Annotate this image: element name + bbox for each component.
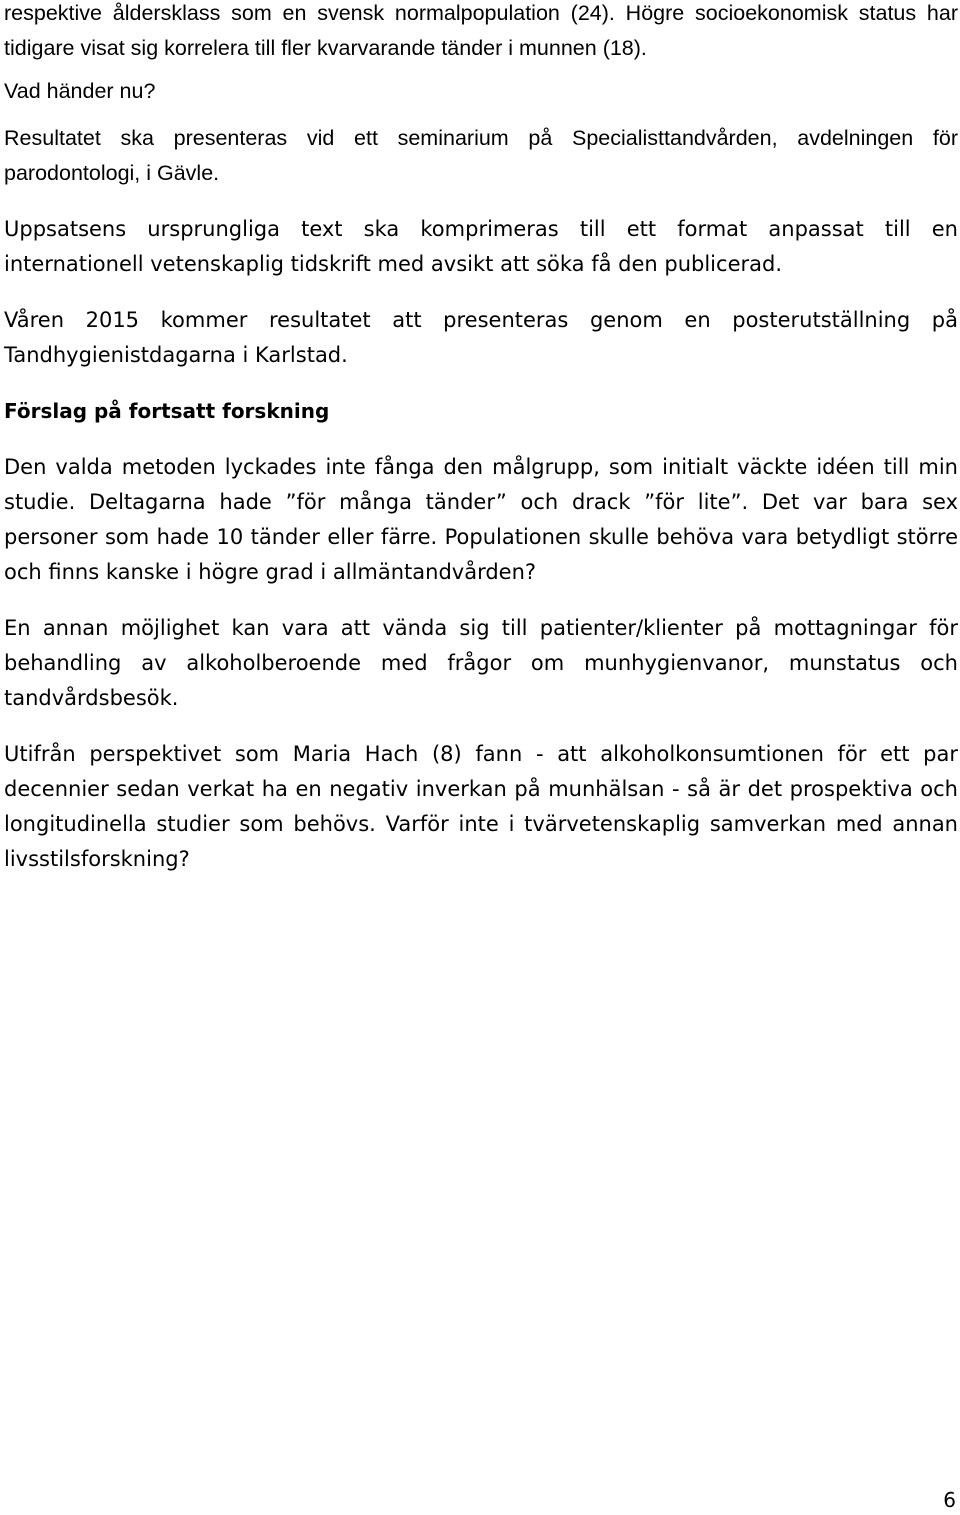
page-number: 6	[943, 1488, 956, 1512]
spacer	[4, 716, 958, 737]
spacer	[4, 373, 958, 394]
spacer	[4, 191, 958, 212]
spacer	[4, 429, 958, 450]
document-page	[4, 0, 958, 877]
spacer	[4, 590, 958, 611]
paragraph-intro: respektive åldersklass som en svensk normalpopulation (24). Högre socioekonomisk status har tidigare visat sig korrelera till fler kvarvarande tänder i munnen (18).	[4, 1, 958, 60]
spacer	[4, 282, 958, 303]
paragraph-perspective: Utifrån perspektivet som Maria Hach (8) fann - att alkoholkonsumtionen för ett par decennier sedan verkat ha en negativ inverkan på munhälsan - så är det prospektiva och longitudinella studier som behövs. Varför inte i tvärvetenskaplig samverkan med annan livsstilsforskning?	[4, 742, 958, 871]
paragraph-spring: Våren 2015 kommer resultatet att presenteras genom en posterutställning på Tandhygienistdagarna i Karlstad.	[4, 308, 958, 367]
paragraph-seminar: Resultatet ska presenteras vid ett seminarium på Specialisttandvården, avdelningen för parodontologi, i Gävle.	[4, 126, 958, 185]
paragraph-compress: Uppsatsens ursprungliga text ska komprimeras till ett format anpassat till en internationell vetenskaplig tidskrift med avsikt att söka få den publicerad.	[4, 217, 958, 276]
heading-further-research: Förslag på fortsatt forskning	[4, 399, 330, 423]
paragraph-possibility: En annan möjlighet kan vara att vända sig till patienter/klienter på mottagningar för behandling av alkoholberoende med frågor om munhygienvanor, munstatus och tandvårdsbesök.	[4, 616, 958, 710]
heading-what-now: Vad händer nu?	[4, 79, 156, 103]
paragraph-method: Den valda metoden lyckades inte fånga den målgrupp, som initialt väckte idéen till min studie. Deltagarna hade ”för många tänder” och drack ”för lite”. Det var bara sex personer som hade 10 tänder eller färre. Populationen skulle behöva vara betydligt större och finns kanske i högre grad i allmäntandvården?	[4, 455, 958, 584]
